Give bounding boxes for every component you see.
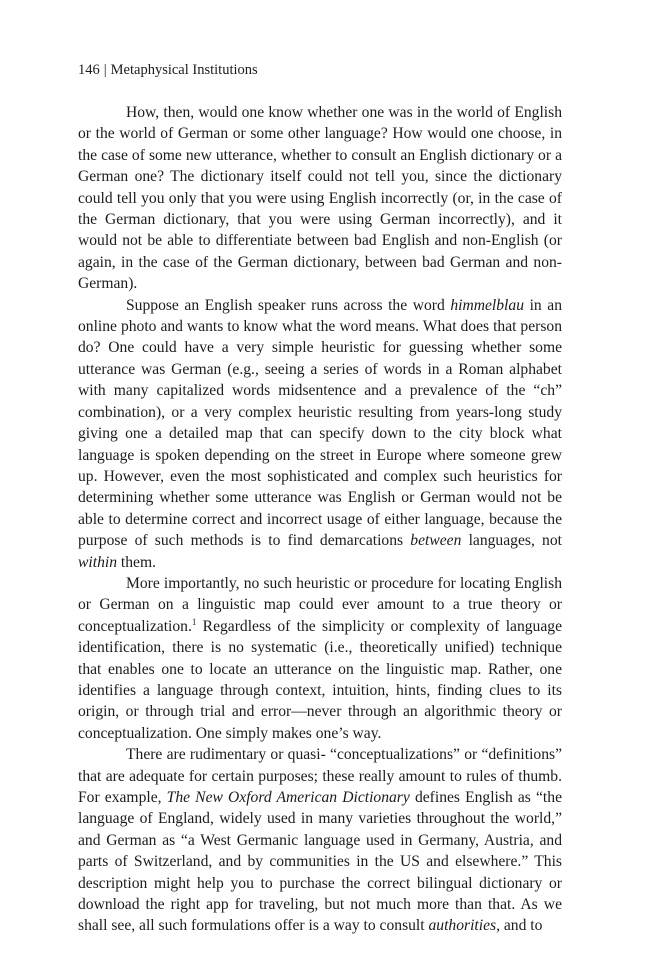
paragraph-1 — [78, 102, 562, 295]
italic-text: himmelblau — [450, 296, 524, 314]
paragraph-text: them. — [117, 553, 156, 571]
paragraph-4 — [78, 744, 562, 937]
italic-text: between — [410, 532, 462, 550]
italic-text: authorities — [428, 917, 497, 935]
italic-text: The New Oxford American Dictionary — [166, 789, 410, 806]
paragraph-text: There are rudimentary or quasi- “conceptualizations” or “definitions” that are adequate for certain purposes; these really amount to rules of thumb. For example, — [78, 746, 562, 806]
paragraph-text: How, then, would one know whether one was in the world of English or the world of German or some other language? How would one choose, in the case of some new utterance, whether to consult an English dictionary or a German one? The dictionary itself could not tell you, since the dictionary could tell you only that you were using English incorrectly (or, in the case of the German dictionary, that you were using German incorrectly), and it would not be able to differentiate between bad English and non-English (or again, in the case of the German dictionary, between bad German and non-German). — [78, 104, 562, 293]
paragraph-3 — [78, 573, 562, 744]
body-text — [78, 102, 562, 937]
paragraph-text: Suppose an English speaker runs across the word — [126, 296, 451, 314]
running-head — [78, 60, 258, 80]
running-title: Metaphysical Institutions — [110, 62, 258, 78]
header-separator: | — [103, 62, 107, 78]
paragraph-text: in an online photo and wants to know what the word means. What does that person do? One could have a very simple heuristic for guessing whether some utterance was German (e.g., seeing a series of words in a Roman alphabet with many capitalized words midsentence and a prevalence of the “ch” combination), or a very complex heuristic resulting from years-long study giving one a detailed map that can specify down to the city block what language is spoken depending on the street in Europe where someone grew up. However, even the most sophisticated and complex such heuristics for determining whether some utterance was English or German would not be able to determine correct and incorrect usage of either language, because the purpose of such methods is to find demarcations — [78, 296, 562, 550]
italic-text: within — [78, 553, 117, 571]
paragraph-2 — [78, 295, 562, 573]
paragraph-text: defines English as “the language of England, widely used in many varieties throughout the world,” and German as “a West Germanic language used in Germany, Austria, and parts of Switzerland, and by communities in the US and elsewhere.” This description might help you to purchase the correct bilingual dictionary or download the right app for traveling, but not much more than that. As we shall see, all such formulations offer is a way to consult — [78, 789, 562, 935]
paragraph-text: More importantly, no such heuristic or procedure for locating English or German on a linguistic map could ever amount to a true theory or conceptualization. — [78, 574, 562, 635]
page-number: 146 — [78, 62, 100, 78]
paragraph-text: Regardless of the simplicity or complexity of language identification, there is no systematic (i.e., theoretically unified) technique that enables one to locate an utterance on the linguistic map. Rather, one identifies a language through context, intuition, hints, finding clues to its origin, or through trial and error—never through an algorithmic theory or conceptualization. One simply makes one’s way. — [78, 617, 562, 742]
footnote-marker: 1 — [191, 616, 197, 627]
paragraph-text: , and to — [496, 917, 543, 935]
paragraph-text: languages, not — [461, 532, 562, 550]
